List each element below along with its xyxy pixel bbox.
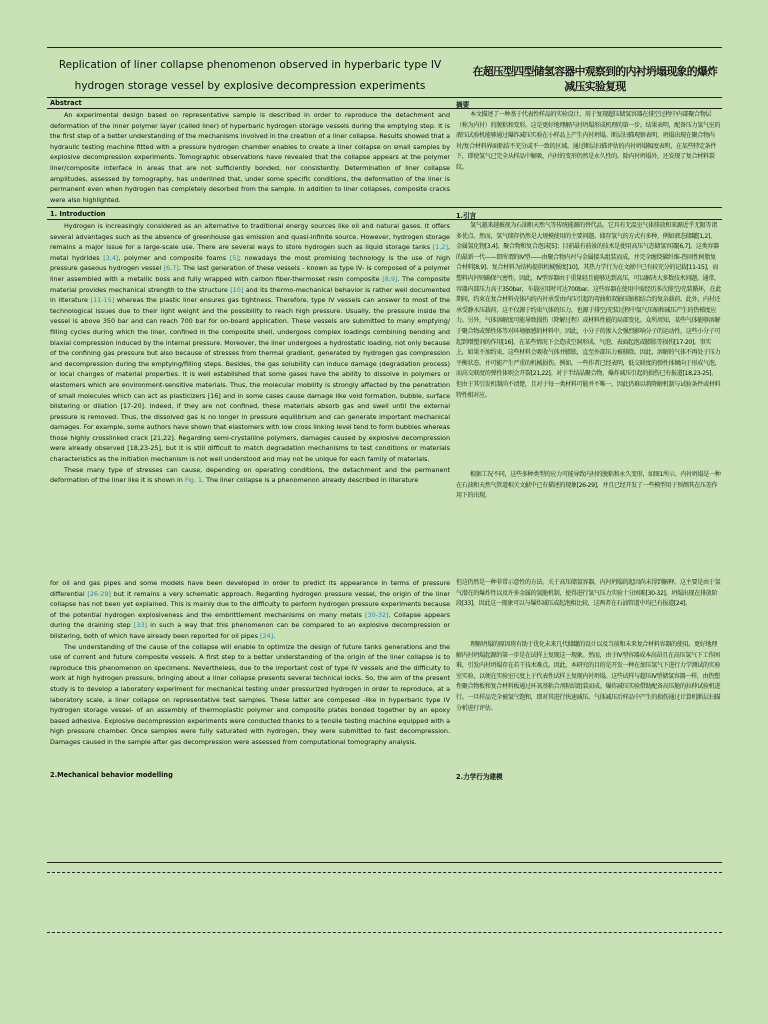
citation-link[interactable]: [5] bbox=[229, 253, 239, 262]
intro-heading-en: 1. Introduction bbox=[50, 210, 106, 218]
citation-link[interactable]: [24] bbox=[259, 631, 274, 640]
abstract-text-en bbox=[50, 110, 450, 205]
intro-text-zh-2 bbox=[456, 470, 721, 502]
intro-heading-rule bbox=[47, 219, 722, 220]
abstract-text-zh bbox=[456, 110, 721, 174]
intro-paragraph-1-en: Hydrogen is increasingly considered as an alternative to traditional energy sources like oil and natural gases. It offers several advantages such as the absence of greenhouse gas emission and quasi-infinite source. However, hydrogen storage remains a major issue for a large-scale use. There are several ways to store hydrogen such as liquid storage tanks [1,2], metal hydrides [3,4], polymer and composite foams [5]; nowadays the most promising technology is the use of high pressure gaseous hydrogen vessel [6,7]. The last generation of these vessels - known as type IV- is composed of a polymer liner assembled with a metallic boss and fully wrapped with carbon fiber-thermoset resin composite [8,9]. The composite material provides mechanical strength to the structure [10] and its thermo-mechanical behavior is rather well documented in literature [11-15] whereas the plastic liner ensures gas tightness. Therefore, type IV vessels can answer to most of the technological issues due to their light weight and the possibility to reach high pressure. Usually, the pressure inside the vessel is above 350 bar and can reach 700 bar for on-board application. These vessels are submitted to many emptying/ filling cycles during which the liner, confined in the composite shell, undergoes complex loadings combining bending and biaxial compression induced by the internal pressure. Moreover, the liner undergoes a hydrostatic loading, not only because of the confining gas pressure but also because of stresses from thermal gradient, generated by hydrogen gas compression and decompression during the emptying/filling steps. Besides, the gas solubility can induce damage (degradation process) or local changes of material properties. It is well established that some gases have the ability to dissolve in polymers or elastomers which are environment-sensitive materials. Thus, the molecular mobility is strongly affected by the penetration of small molecules which can act as plasticizers [16] and in some cases cause damage like void formation, bubble, surface blistering or dilation [17-20]. Indeed, if they are not confined, these materials absorb gas and swell until the external pressure is removed. Thus, the dissolved gas is no longer in pressure equilibrium and can generate important mechanical damages. For example, some authors have shown that elastomers with low cross linking level tend to form bubbles whereas those highly crosslinked crack [21,22]. Regarding semi-crystalline polymers, damages caused by explosive decompression were already observed [18,23-25], but it is still difficult to match degradation mechanisms to test conditions or materials characteristics as the initiation mechanism is not well understood and may not be unique for each family of materials. bbox=[50, 222, 451, 464]
citation-link[interactable]: [33] bbox=[133, 621, 148, 630]
continued-text-en bbox=[50, 578, 450, 748]
continued-text-zh-2 bbox=[456, 640, 721, 714]
title-english: Replication of liner collapse phenomenon observed in hyperbaric type IV hydrogen storage vessel by explosive decompression experiments bbox=[58, 59, 442, 92]
continued-paragraph-1-zh: 但这仍然是一种非常示意性的方法。关于高压储氢容器，内衬坍塌的起因尚未得到解释。这主要是由于氢气潜在的爆炸性以及许多金属的氢脆机制，使得进行氢气压力实验十分困难[30-32]。坍塌出现在排放阶段[33]，因此这一现象可以与爆炸减压或起泡相比较，这两者在石油管道中均已有报道[24]。 bbox=[456, 579, 721, 608]
citation-link[interactable]: [6,7] bbox=[163, 264, 179, 273]
citation-link[interactable]: [11-15] bbox=[90, 296, 115, 305]
continued-text-zh bbox=[456, 578, 721, 610]
section-2-heading-zh: 2.力学行为建模 bbox=[456, 773, 503, 781]
abstract-heading-en: Abstract bbox=[50, 99, 82, 107]
figure-link[interactable]: Fig. 1 bbox=[184, 476, 203, 485]
citation-link[interactable]: [26-29] bbox=[87, 589, 111, 598]
bottom-dashed-rule-1 bbox=[47, 872, 722, 873]
citation-link[interactable]: [10] bbox=[230, 285, 244, 294]
title-rule bbox=[47, 97, 722, 98]
citation-link[interactable]: [30-32] bbox=[365, 610, 389, 619]
abstract-bottom-rule bbox=[47, 207, 722, 208]
title-chinese: 在超压型四型储氢容器中观察到的内衬坍塌现象的爆炸减压实验复现 bbox=[472, 65, 718, 93]
abstract-heading-rule bbox=[47, 108, 722, 109]
citation-link[interactable]: [1,2] bbox=[432, 243, 448, 252]
abstract-paragraph-zh: 本文描述了一种基于代表性样品的实验设计，用于复现超压储氢容器在排空过程中内部聚合物层（称为内衬）的脱粘和变形。这是更好地理解内衬坍塌形成机理的第一步。结果表明，配备压力氢气室的液压试验机能够通过爆炸减压实验在小样品上产生内衬坍塌。断层扫描观察表明，坍塌出现在聚合物内衬/复合材料界面粘结不充分或不一致的区域。通过断层扫描评估的内衬坍塌幅度表明，在某些特定条件下，即使氢气已完全从样品中解吸，内衬的变形仍然是永久性的。除内衬坍塌外，还发现了复合材料裂纹。 bbox=[456, 111, 721, 171]
intro-paragraph-2-zh: 根据工况不同，这些多种类型的应力可能导致内衬的脱粘和永久变形，如图1所示。内衬坍塌是一种在石油和天然气管道相关文献中已有描述的现象[26-29]，并且已经开发了一些模型用于预测其在压差作用下的出现。 bbox=[456, 471, 721, 500]
continued-paragraph-1-en: for oil and gas pipes and some models have been developed in order to predict its appearance in terms of pressure differential [26-29] but it remains a very schematic approach. Regarding hydrogen pressure vessel, the origin of the liner collapse has not been yet explained. This is mainly due to the difficulty to perform hydrogen pressure experiments because of the potential hydrogen explosiveness and the embrittlement mechanisms on many metals [30-32]. Collapse appears during the draining step [33] in such a way that this phenomenon can be compared to an explosive decompression or blistering, both of which have already been reported for oil pipes [24]. bbox=[50, 579, 451, 640]
continued-paragraph-2-zh: 理解坍塌的原因将有助于优化未来几代储罐的设计以及当前和未来复合材料容器的使用。更好地理解内衬坍塌起源的第一步是在试样上复现这一现象。然而，由于IV型容器成本高昂且在高压氢气下工作困难，引发内衬坍塌存在若干技术难点。因此，本研究的目的是开发一种在加压氢气下进行力学测试的实验室实验，以便在实验室尺度上于代表性试样上复现内衬坍塌。这些试样与超压IV型储氢容器一样，由热塑性聚合物板和复合材料板通过环氧基粘合剂粘结组装而成。爆炸减压实验借助配备高压舱的拉伸试验机进行。一旦样品完全被氢气饱和，即对其进行快速减压。气体减压后样品中产生的损伤通过计算机断层扫描分析进行评估。 bbox=[456, 641, 721, 712]
top-rule bbox=[47, 47, 722, 48]
intro-paragraph-2-en: These many type of stresses can cause, depending on operating conditions, the detachment and the permanent deformation of the liner like it is shown in Fig. 1. The liner collapse is a phenomenon already described in literature bbox=[50, 465, 450, 485]
bottom-rule bbox=[47, 862, 722, 863]
abstract-paragraph-en: An experimental design based on representative sample is described in order to reproduce the detachment and deformation of the inner polymer layer (called liner) of hyperbaric hydrogen storage vessels during the emptying step. It is the first step of a better understanding of the mechanisms involved in the creation of a liner collapse. Results showed that a hydraulic testing machine fitted with a pressure hydrogen chamber enables to create a liner collapse on small samples by explosive decompression experiments. Tomographic observations have revealed that the collapse appears at the polymer liner/composite interface in areas that are not sufficiently bonded, nor consistently. Determination of liner collapse amplitudes, assessed by tomography, has underlined that, under some specific conditions, the deformation of the liner is permanent even when hydrogen has completely desorbed from the sample. In addition to liner collapses, composite cracks were also highlighted. bbox=[50, 111, 450, 204]
citation-link[interactable]: [3,4] bbox=[103, 253, 119, 262]
intro-text-zh bbox=[456, 221, 721, 401]
intro-text-en bbox=[50, 221, 450, 486]
bottom-dashed-rule-2 bbox=[47, 932, 722, 933]
continued-paragraph-2-en: The understanding of the cause of the collapse will enable to optimize the design of future tanks generations and the use of current and future composite vessels. A first step to a better understanding of the origin of the liner collapse is to reproduce this phenomenon on specimens. Nevertheless, due to the important cost of type IV vessels and the difficulty to work at high hydrogen pressure, bringing about a liner collapse presents several technical locks. So, the aim of the present study is to develop a laboratory experiment for mechanical testing under pressurized hydrogen in order to reproduce, at a laboratory scale, a liner collapse on representative test samples. These latter are composed -like in hyperbaric type IV hydrogen storage vessel- of an assembly of thermoplastic polymer and composite plates bonded together by an epoxy based adhesive. Explosive decompression experiments were conducted thanks to a tensile testing machine equipped with a high pressure chamber. Once samples were fully saturated with hydrogen, they were submitted to fast decompression. Damages caused in the sample after gas decompression were assessed from computational tomography analysis. bbox=[50, 642, 450, 746]
abstract-heading-zh: 摘要 bbox=[456, 101, 470, 109]
intro-heading-zh: 1.引言 bbox=[456, 212, 477, 220]
section-2-heading-en: 2.Mechanical behavior modelling bbox=[50, 771, 173, 779]
citation-link[interactable]: [8,9] bbox=[382, 274, 398, 283]
intro-paragraph-1-zh: 氢气越来越被视为石油和天然气等传统能源的替代品。它具有无温室气体排放和来源近乎无限等诸多优点。然而，氢气储存仍然是大规模使用的主要问题。储存氢气的方式有多种，例如液态储罐[1,2]、金属氢化物[3,4]、聚合物和复合泡沫[5]；目前最有前景的技术是使用高压气态储氢容器[6,7]。这类容器的最新一代——即所谓的IV型——由聚合物内衬与金属接头组装而成，并完全缠绕碳纤维-热固性树脂复合材料[8,9]。复合材料为结构提供机械强度[10]，其热力学行为在文献中已有较充分的记载[11-15]，而塑料内衬则确保气密性。因此，IV型容器由于重量轻且能够达到高压，可以解决大多数技术问题。通常，容器内部压力高于350bar，车载应用时可达700bar。这些容器在使用中需经历多次排空/充装循环，在此期间，约束在复合材料壳体内的内衬承受由内压引起的弯曲和双轴压缩相结合的复杂载荷。此外，内衬还承受静水压载荷，这不仅源于约束气体的压力，也源于排空/充装过程中氢气压缩和减压产生的热梯度应力。另外，气体溶解度可能导致损伤（降解过程）或材料性能的局部变化。众所周知，某些气体能够溶解于聚合物或弹性体等对环境敏感的材料中。因此，小分子的渗入会强烈影响分子的运动性，这些小分子可起到增塑剂的作用[16]，在某些情况下会造成空洞形成、气泡、表面起泡或膨胀等损伤[17-20]。事实上，如果不加约束，这些材料会吸收气体并膨胀，直至外部压力被移除。因此，溶解的气体不再处于压力平衡状态，并可能产生严重的机械损伤。例如，一些作者已经表明，低交联度的弹性体倾向于形成气泡，而高交联度的弹性体则会开裂[21,22]。对于半结晶聚合物，爆炸减压引起的损伤已有报道[18,23-25]，但由于其引发机制尚不清楚，且对于每一类材料可能并不唯一，因此仍难以将降解机制与试验条件或材料特性相对应。 bbox=[456, 222, 721, 399]
